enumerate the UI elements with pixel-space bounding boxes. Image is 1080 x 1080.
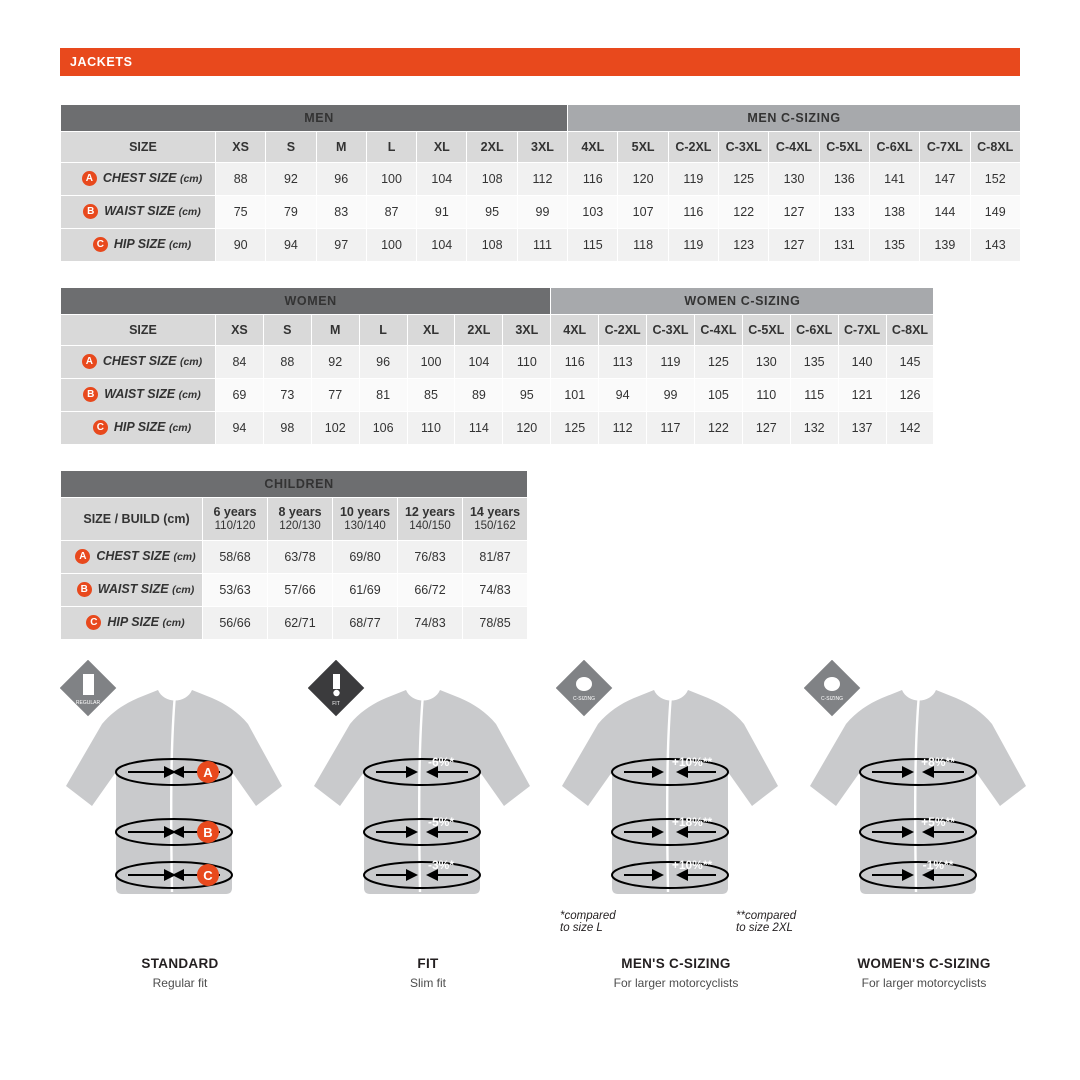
men-size-label: SIZE — [61, 132, 216, 163]
men-size-col: C-3XL — [719, 132, 769, 163]
cell: 81/87 — [463, 541, 528, 574]
table-row — [61, 163, 1021, 196]
row-label-unit: (cm) — [162, 617, 185, 630]
cell: 61/69 — [333, 574, 398, 607]
table-row — [61, 541, 528, 574]
children-age: 6 years — [213, 505, 257, 520]
cell: 104 — [417, 163, 467, 196]
men-band-right: MEN C-SIZING — [568, 105, 1021, 132]
cell: 115 — [568, 229, 618, 262]
figure-standard — [60, 660, 290, 990]
cell: 98 — [263, 412, 311, 445]
cell: 88 — [216, 163, 266, 196]
figure-subtitle: Slim fit — [410, 976, 446, 990]
cell: 57/66 — [268, 574, 333, 607]
cell: 77 — [311, 379, 359, 412]
row-label-text: CHEST SIZE — [102, 171, 177, 186]
row-label-chest — [61, 346, 216, 379]
cell: 74/83 — [398, 607, 463, 640]
cell: 105 — [694, 379, 742, 412]
men-size-col: C-6XL — [869, 132, 919, 163]
men-size-col: C-4XL — [769, 132, 819, 163]
cell: 78/85 — [463, 607, 528, 640]
row-label-waist — [61, 379, 216, 412]
figure-caption-standard — [60, 956, 300, 990]
cell: 137 — [838, 412, 886, 445]
cell: 63/78 — [268, 541, 333, 574]
cell: 69/80 — [333, 541, 398, 574]
children-band-row — [61, 471, 528, 498]
children-size-col — [333, 498, 398, 541]
women-size-col: L — [359, 315, 407, 346]
cell: 103 — [568, 196, 618, 229]
cell: 125 — [694, 346, 742, 379]
cell: 145 — [886, 346, 934, 379]
figure-caption-fit — [308, 956, 548, 990]
row-label-waist — [61, 196, 216, 229]
cell: 143 — [970, 229, 1020, 262]
cell: 68/77 — [333, 607, 398, 640]
mark-hip-label: -3%* — [427, 858, 455, 872]
children-size-col — [463, 498, 528, 541]
cell: 139 — [920, 229, 970, 262]
cell: 125 — [719, 163, 769, 196]
women-size-col: XS — [216, 315, 264, 346]
row-label-unit: (cm) — [179, 173, 203, 186]
women-band-right: WOMEN C-SIZING — [551, 288, 934, 315]
row-label-unit: (cm) — [168, 239, 192, 252]
badge-c-icon: C — [93, 420, 108, 435]
cell: 123 — [719, 229, 769, 262]
children-age: 8 years — [278, 505, 322, 520]
badge-c-icon: C — [93, 237, 108, 252]
cell: 135 — [869, 229, 919, 262]
children-age: 14 years — [469, 505, 521, 520]
women-size-col: C-2XL — [599, 315, 647, 346]
children-height: 150/162 — [474, 519, 516, 532]
men-band-row — [61, 105, 1021, 132]
men-size-col: C-2XL — [668, 132, 718, 163]
row-label-unit: (cm) — [179, 356, 203, 369]
mark-waist-label: +18%** — [671, 815, 713, 829]
women-size-col: 2XL — [455, 315, 503, 346]
cell: 147 — [920, 163, 970, 196]
cell: 112 — [599, 412, 647, 445]
cell: 79 — [266, 196, 316, 229]
men-size-table — [60, 104, 1021, 262]
cell: 133 — [819, 196, 869, 229]
cell: 113 — [599, 346, 647, 379]
cell: 142 — [886, 412, 934, 445]
cell: 106 — [359, 412, 407, 445]
cell: 141 — [869, 163, 919, 196]
men-size-col: 5XL — [618, 132, 668, 163]
mark-a-label: A — [203, 765, 213, 780]
children-size-table — [60, 470, 528, 640]
cell: 58/68 — [203, 541, 268, 574]
cell: 104 — [417, 229, 467, 262]
children-size-col — [203, 498, 268, 541]
cell: 135 — [790, 346, 838, 379]
men-size-col: C-7XL — [920, 132, 970, 163]
children-size-label: SIZE / BUILD (cm) — [61, 498, 203, 541]
fit-tag-label: FIT — [332, 701, 340, 707]
cell: 136 — [819, 163, 869, 196]
cell: 90 — [216, 229, 266, 262]
cell: 126 — [886, 379, 934, 412]
women-size-col: C-6XL — [790, 315, 838, 346]
mark-chest-label: -6%* — [427, 755, 455, 769]
cell: 122 — [694, 412, 742, 445]
jacket-illustration-fit — [308, 660, 548, 950]
men-size-col: XL — [417, 132, 467, 163]
cell: 99 — [647, 379, 695, 412]
cell: 120 — [503, 412, 551, 445]
cell: 119 — [668, 163, 718, 196]
cell: 110 — [407, 412, 455, 445]
cell: 62/71 — [268, 607, 333, 640]
jacket-illustration-womens-c — [804, 660, 1044, 950]
cell: 95 — [467, 196, 517, 229]
children-height: 110/120 — [214, 519, 256, 532]
cell: 116 — [551, 346, 599, 379]
table-row — [61, 379, 934, 412]
cell: 94 — [216, 412, 264, 445]
women-size-label: SIZE — [61, 315, 216, 346]
cell: 131 — [819, 229, 869, 262]
row-label-unit: (cm) — [173, 551, 196, 564]
cell: 74/83 — [463, 574, 528, 607]
row-label-hip — [61, 229, 216, 262]
cell: 119 — [668, 229, 718, 262]
women-size-col: XL — [407, 315, 455, 346]
table-row — [61, 412, 934, 445]
cell: 66/72 — [398, 574, 463, 607]
fit-tag-label: C-SIZING — [821, 696, 843, 702]
cell: 53/63 — [203, 574, 268, 607]
cell: 76/83 — [398, 541, 463, 574]
cell: 122 — [719, 196, 769, 229]
cell: 94 — [599, 379, 647, 412]
cell: 100 — [366, 163, 416, 196]
table-row — [61, 346, 934, 379]
children-height: 130/140 — [344, 519, 386, 532]
cell: 107 — [618, 196, 668, 229]
women-size-col: C-4XL — [694, 315, 742, 346]
cell: 118 — [618, 229, 668, 262]
row-label-unit: (cm) — [178, 389, 201, 402]
cell: 56/66 — [203, 607, 268, 640]
cell: 116 — [568, 163, 618, 196]
cell: 144 — [920, 196, 970, 229]
cell: 127 — [769, 196, 819, 229]
cell: 73 — [263, 379, 311, 412]
men-size-col: 4XL — [568, 132, 618, 163]
cell: 91 — [417, 196, 467, 229]
figure-footnote-c-sizing: **compared to size 2XL — [736, 910, 797, 934]
cell: 149 — [970, 196, 1020, 229]
cell: 100 — [407, 346, 455, 379]
mark-hip-label: +10%** — [671, 858, 713, 872]
women-size-col: C-3XL — [647, 315, 695, 346]
figure-title: MEN'S C-SIZING — [621, 956, 731, 971]
men-size-col: 3XL — [517, 132, 567, 163]
table-row — [61, 574, 528, 607]
women-size-col: C-5XL — [742, 315, 790, 346]
cell: 96 — [359, 346, 407, 379]
fit-tag-label: REGULAR — [75, 700, 101, 706]
cell: 99 — [517, 196, 567, 229]
women-band-row — [61, 288, 934, 315]
row-label-waist — [61, 574, 203, 607]
badge-b-icon: B — [83, 204, 98, 219]
badge-a-icon: A — [82, 171, 97, 186]
mark-chest-label: +8%** — [921, 755, 955, 769]
cell: 89 — [455, 379, 503, 412]
cell: 119 — [647, 346, 695, 379]
cell: 92 — [311, 346, 359, 379]
women-band-left: WOMEN — [61, 288, 551, 315]
fit-tag-icon — [60, 660, 116, 716]
cell: 104 — [455, 346, 503, 379]
row-label-unit: (cm) — [168, 422, 192, 435]
row-label-text: WAIST SIZE — [104, 204, 176, 219]
women-size-col: S — [263, 315, 311, 346]
cell: 115 — [790, 379, 838, 412]
fit-tag-icon — [308, 660, 364, 716]
women-size-col: 4XL — [551, 315, 599, 346]
cell: 100 — [366, 229, 416, 262]
row-label-hip — [61, 607, 203, 640]
row-label-hip — [61, 412, 216, 445]
cell: 108 — [467, 229, 517, 262]
row-label-chest — [61, 163, 216, 196]
row-label-text: WAIST SIZE — [104, 387, 176, 402]
cell: 97 — [316, 229, 366, 262]
row-label-text: HIP SIZE — [113, 420, 166, 435]
mark-chest-label: +10%** — [671, 755, 713, 769]
men-band-left: MEN — [61, 105, 568, 132]
fit-tag-icon — [804, 660, 860, 716]
cell: 138 — [869, 196, 919, 229]
men-size-col: S — [266, 132, 316, 163]
cell: 75 — [216, 196, 266, 229]
badge-a-icon: A — [75, 549, 90, 564]
children-size-col — [268, 498, 333, 541]
cell: 94 — [266, 229, 316, 262]
cell: 132 — [790, 412, 838, 445]
cell: 127 — [769, 229, 819, 262]
figure-title: FIT — [417, 956, 439, 971]
cell: 116 — [668, 196, 718, 229]
cell: 110 — [742, 379, 790, 412]
cell: 88 — [263, 346, 311, 379]
women-size-col: M — [311, 315, 359, 346]
figure-mens-c-sizing — [556, 660, 797, 990]
figure-caption-womens-c — [804, 956, 1044, 990]
cell: 92 — [266, 163, 316, 196]
row-label-unit: (cm) — [172, 584, 195, 597]
row-label-unit: (cm) — [178, 206, 201, 219]
page-title: JACKETS — [60, 48, 1020, 76]
women-size-col: C-8XL — [886, 315, 934, 346]
cell: 81 — [359, 379, 407, 412]
children-header-row — [61, 498, 528, 541]
men-header-row — [61, 132, 1021, 163]
table-row — [61, 229, 1021, 262]
table-row — [61, 196, 1021, 229]
jacket-illustration-standard — [60, 660, 300, 950]
mark-c-label: C — [203, 868, 213, 883]
badge-b-icon: B — [77, 582, 92, 597]
badge-c-icon: C — [86, 615, 101, 630]
cell: 102 — [311, 412, 359, 445]
fit-tag-label: C-SIZING — [573, 696, 595, 702]
cell: 127 — [742, 412, 790, 445]
cell: 121 — [838, 379, 886, 412]
fit-tag-icon — [556, 660, 612, 716]
cell: 110 — [503, 346, 551, 379]
figure-title: WOMEN'S C-SIZING — [857, 956, 991, 971]
men-size-col: 2XL — [467, 132, 517, 163]
men-size-col: C-5XL — [819, 132, 869, 163]
row-label-text: WAIST SIZE — [97, 582, 169, 597]
children-height: 140/150 — [409, 519, 451, 532]
men-size-col: C-8XL — [970, 132, 1020, 163]
table-row — [61, 607, 528, 640]
children-age: 10 years — [339, 505, 391, 520]
cell: 130 — [742, 346, 790, 379]
cell: 130 — [769, 163, 819, 196]
cell: 69 — [216, 379, 264, 412]
cell: 125 — [551, 412, 599, 445]
mark-waist-label: -5%* — [427, 815, 455, 829]
row-label-chest — [61, 541, 203, 574]
figure-title: STANDARD — [141, 956, 219, 971]
row-label-text: CHEST SIZE — [96, 549, 170, 564]
children-size-col — [398, 498, 463, 541]
figure-footnote-fit: *compared to size L — [560, 910, 616, 934]
children-age: 12 years — [404, 505, 456, 520]
men-size-col: XS — [216, 132, 266, 163]
figure-subtitle: Regular fit — [152, 976, 208, 990]
children-band-left: CHILDREN — [61, 471, 528, 498]
fit-illustrations — [60, 660, 1020, 1020]
figure-subtitle: For larger motorcyclists — [861, 976, 987, 990]
mark-hip-label: -1%** — [922, 858, 954, 872]
cell: 83 — [316, 196, 366, 229]
row-label-text: HIP SIZE — [107, 615, 159, 630]
cell: 101 — [551, 379, 599, 412]
men-size-col: L — [366, 132, 416, 163]
children-height: 120/130 — [279, 519, 321, 532]
cell: 85 — [407, 379, 455, 412]
cell: 117 — [647, 412, 695, 445]
mark-waist-label: +5%** — [921, 815, 955, 829]
cell: 108 — [467, 163, 517, 196]
figure-subtitle: For larger motorcyclists — [613, 976, 739, 990]
cell: 95 — [503, 379, 551, 412]
women-header-row — [61, 315, 934, 346]
cell: 96 — [316, 163, 366, 196]
cell: 84 — [216, 346, 264, 379]
cell: 87 — [366, 196, 416, 229]
cell: 152 — [970, 163, 1020, 196]
row-label-text: HIP SIZE — [113, 237, 166, 252]
figure-womens-c-sizing — [804, 660, 1034, 990]
mark-b-label: B — [203, 825, 213, 840]
badge-b-icon: B — [83, 387, 98, 402]
badge-a-icon: A — [82, 354, 97, 369]
women-size-col: C-7XL — [838, 315, 886, 346]
row-label-text: CHEST SIZE — [102, 354, 177, 369]
women-size-table — [60, 287, 934, 445]
cell: 120 — [618, 163, 668, 196]
women-size-col: 3XL — [503, 315, 551, 346]
jacket-illustration-mens-c — [556, 660, 796, 950]
men-size-col: M — [316, 132, 366, 163]
cell: 114 — [455, 412, 503, 445]
cell: 140 — [838, 346, 886, 379]
cell: 111 — [517, 229, 567, 262]
figure-caption-mens-c — [556, 956, 796, 990]
cell: 112 — [517, 163, 567, 196]
